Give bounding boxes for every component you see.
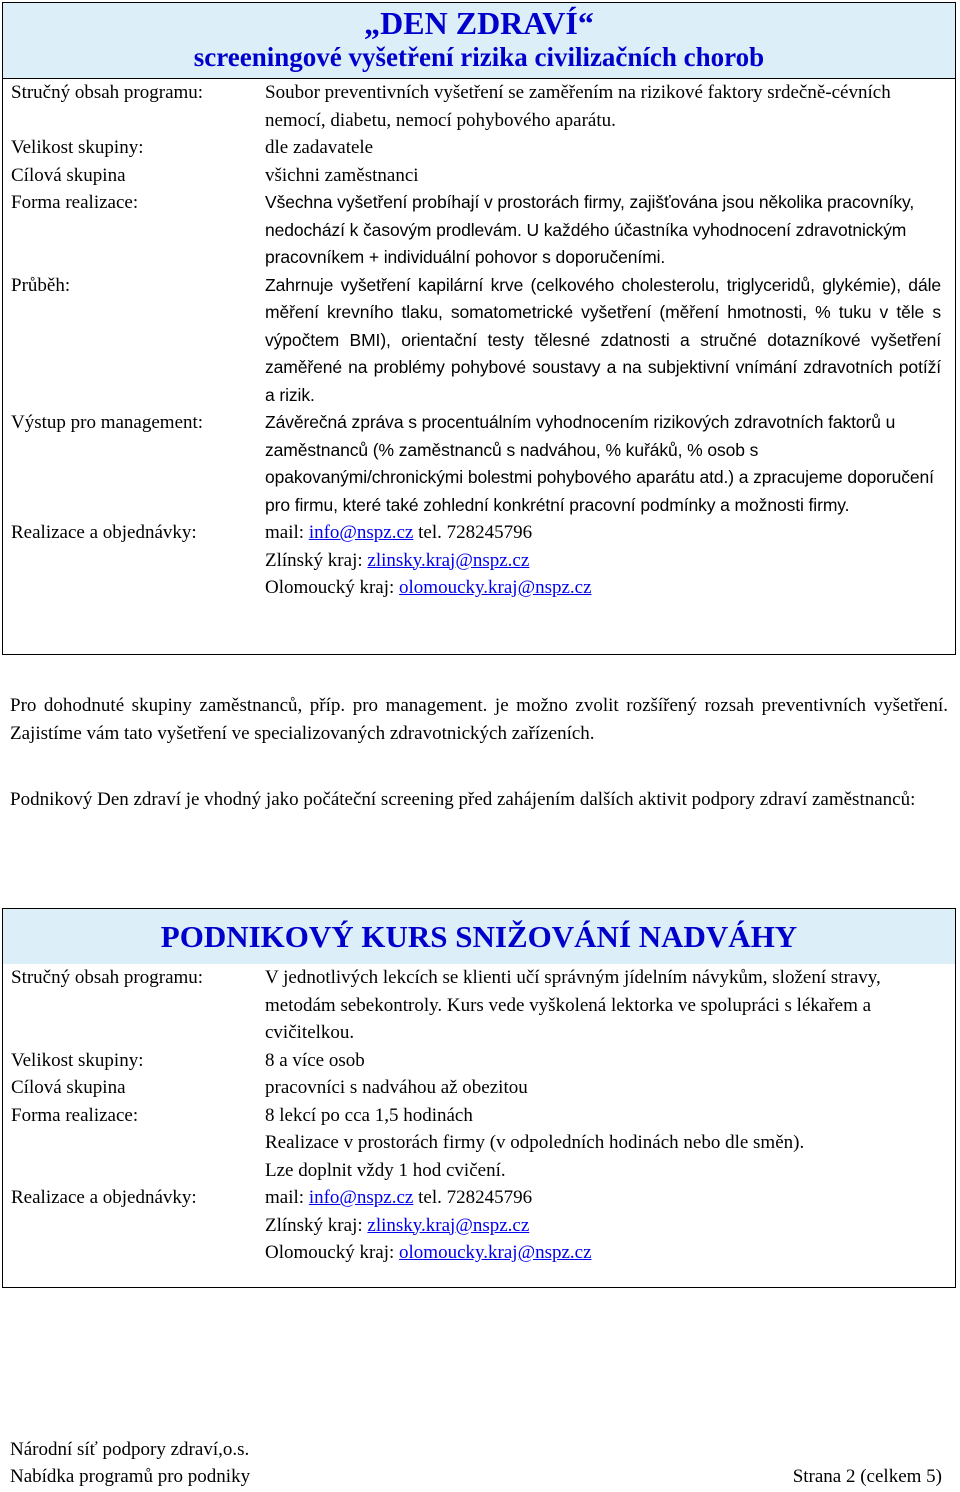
value-vystup: Závěrečná zpráva s procentuálním vyhodnocením rizikových zdravotních faktorů u zaměstnanců (% zaměstnanců s nadváhou, % kuřáků, % osob s opakovanými/chronickými bolestmi pohybového aparátu atd.) a zpracujeme doporučení pro firmu, které také zohlední konkrétní pracovní podmínky a možnosti firmy.: [265, 412, 934, 515]
mail-prefix: mail:: [265, 522, 305, 543]
olom-mail-link[interactable]: olomoucky.kraj@nspz.cz: [399, 1242, 592, 1263]
value-cilova: všichni zaměstnanci: [265, 164, 419, 186]
mail-prefix: mail:: [265, 1187, 305, 1208]
row-velikost: [3, 134, 955, 162]
label-forma: Forma realizace:: [11, 192, 139, 213]
row-forma: [3, 189, 955, 272]
value2-contact: [259, 1184, 949, 1267]
den-zdravi-title: „DEN ZDRAVÍ“: [364, 5, 594, 41]
label-contact: Realizace a objednávky:: [11, 522, 197, 543]
value-prubeh: Zahrnuje vyšetření kapilární krve (celkového cholesterolu, triglyceridů, glykémie), dále měření krevního tlaku, somatometrické vyšetření (měření hmotnosti, % tuku v těle s výpočtem BMI), orientační testy tělesné zdatnosti a stručné dotazníkové vyšetření zaměřené na problémy pohybové soustavy a na subjektivní vnímání zdravotních potíží a rizik.: [265, 274, 941, 405]
label-vystup: Výstup pro management:: [11, 412, 204, 433]
row2-obsah: [3, 964, 955, 1047]
row2-forma: [3, 1102, 955, 1185]
label2-obsah: Stručný obsah programu:: [11, 967, 204, 988]
tel: tel. 728245796: [418, 1187, 533, 1208]
den-zdravi-subtitle: screeningové vyšetření rizika civilizačních chorob: [193, 42, 765, 72]
row-vystup: [3, 409, 955, 519]
olom-mail-link[interactable]: olomoucky.kraj@nspz.cz: [399, 577, 592, 598]
den-zdravi-banner: [3, 3, 955, 79]
forma-line-2: Realizace v prostorách firmy (v odpoledních hodinách nebo dle směn).: [265, 1132, 805, 1153]
label-velikost: Velikost skupiny:: [11, 137, 144, 158]
footer-org: Národní síť podpory zdraví,o.s.: [10, 1439, 250, 1460]
value-forma: Všechna vyšetření probíhají v prostorách firmy, zajišťována jsou několika pracovníky, nedochází k časovým prodlevám. U každého účastníka vyhodnocení zdravotnickým pracovníkem + individuální pohovor s doporučeními.: [265, 192, 915, 267]
olom-prefix: Olomoucký kraj:: [265, 1242, 395, 1263]
paragraph-1: Pro dohodnuté skupiny zaměstnanců, příp. pro management. je možno zvolit rozšířený rozsah preventivních vyšetření. Zajistíme vám tato vyšetření ve specializovaných zdravotnických zařízeních.: [10, 695, 948, 744]
forma-line-1: 8 lekcí po cca 1,5 hodinách: [265, 1104, 473, 1126]
label2-velikost: Velikost skupiny:: [11, 1049, 144, 1071]
kurs-banner: [3, 909, 955, 964]
row-contact: [3, 519, 955, 602]
zlin-prefix: Zlínský kraj:: [265, 1214, 363, 1236]
tel: tel. 728245796: [418, 522, 533, 543]
kurs-table: [2, 908, 956, 1288]
footer-line: [10, 1463, 942, 1491]
paragraph-2: Podnikový Den zdraví je vhodný jako počáteční screening před zahájením dalších aktivit podpory zdraví zaměstnanců:: [10, 789, 916, 810]
zlin-mail-link[interactable]: zlinsky.kraj@nspz.cz: [367, 1214, 530, 1236]
mail-link[interactable]: info@nspz.cz: [308, 1187, 414, 1208]
value-velikost: dle zadavatele: [265, 137, 374, 158]
zlin-prefix: Zlínský kraj:: [265, 549, 363, 571]
label-cilova: Cílová skupina: [11, 164, 126, 186]
label2-contact: Realizace a objednávky:: [11, 1187, 197, 1208]
den-zdravi-table: [2, 2, 956, 655]
label2-cilova: Cílová skupina: [11, 1077, 126, 1098]
row-prubeh: [3, 272, 955, 410]
value2-obsah: V jednotlivých lekcích se klienti učí správným jídelním návykům, složení stravy, metodám sebekontroly. Kurs vede vyškolená lektorka ve spolupráci s lékařem a cvičitelkou.: [265, 967, 881, 1043]
row-obsah: [3, 79, 955, 134]
value2-velikost: 8 a více osob: [265, 1049, 365, 1071]
value-obsah: Soubor preventivních vyšetření se zaměřením na rizikové faktory srdečně-cévních nemocí, diabetu, nemocí pohybového aparátu.: [265, 82, 891, 131]
value2-cilova: pracovníci s nadváhou až obezitou: [265, 1077, 528, 1098]
label-obsah: Stručný obsah programu:: [11, 82, 204, 103]
label-prubeh: Průběh:: [11, 274, 71, 296]
footer-doc: Nabídka programů pro podniky: [10, 1466, 251, 1487]
value2-forma: [259, 1102, 949, 1185]
mail-link[interactable]: info@nspz.cz: [308, 522, 414, 543]
row2-velikost: [3, 1047, 955, 1075]
page-number: Strana 2 (celkem 5): [792, 1466, 942, 1487]
olom-prefix: Olomoucký kraj:: [265, 577, 395, 598]
label2-forma: Forma realizace:: [11, 1104, 139, 1126]
row2-cilova: [3, 1074, 955, 1102]
row2-contact: [3, 1184, 955, 1267]
row-cilova: [3, 162, 955, 190]
forma-line-3: Lze doplnit vždy 1 hod cvičení.: [265, 1159, 506, 1181]
kurs-title: PODNIKOVÝ KURS SNIŽOVÁNÍ NADVÁHY: [160, 919, 798, 954]
zlin-mail-link[interactable]: zlinsky.kraj@nspz.cz: [367, 549, 530, 571]
value-contact: [259, 519, 949, 602]
